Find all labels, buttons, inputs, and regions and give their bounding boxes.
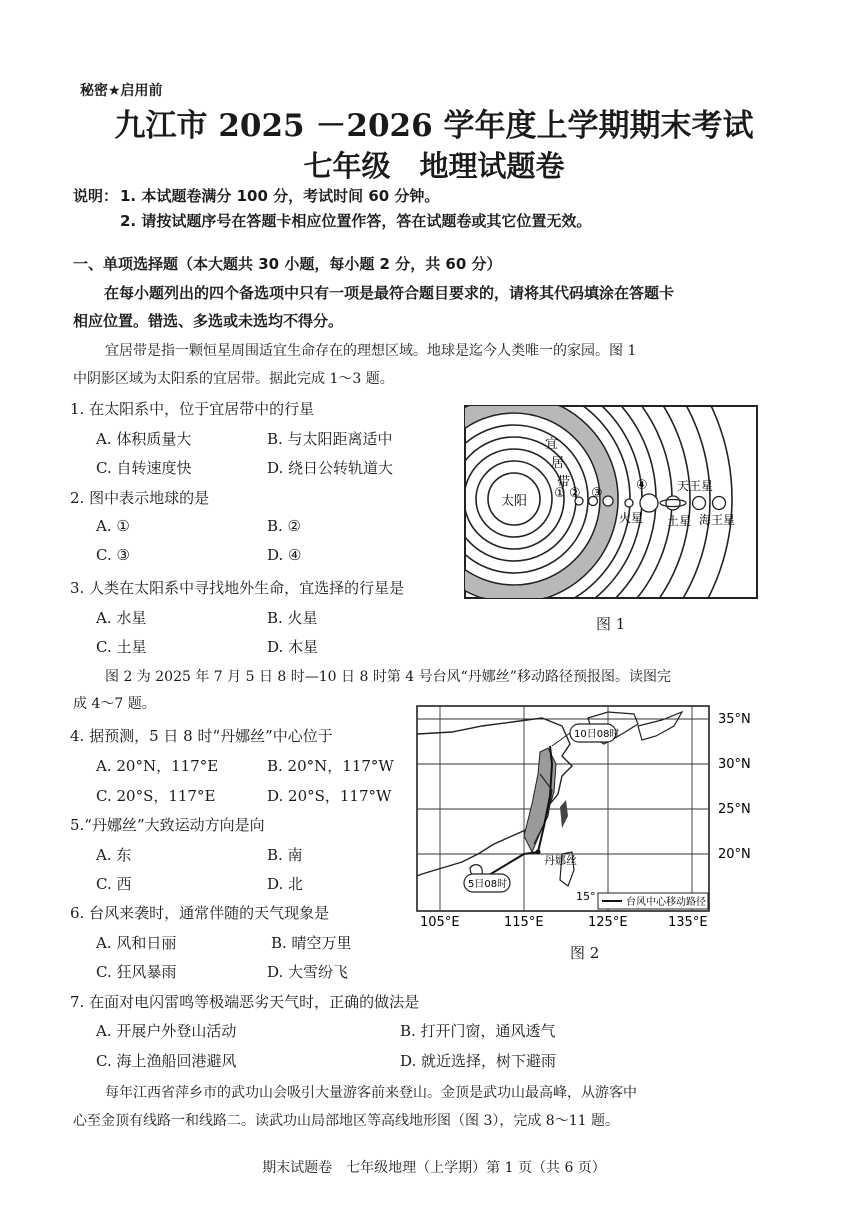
q1-option-a: A. 体积质量大 bbox=[96, 430, 192, 448]
marker-1: ① bbox=[554, 486, 566, 501]
zone-label-1: 宜 bbox=[545, 437, 559, 452]
q7-option-c: C. 海上渔船回港避风 bbox=[96, 1052, 237, 1070]
lat-20-label: 20°N bbox=[718, 847, 751, 862]
planet-neptune bbox=[713, 497, 726, 510]
planet-3 bbox=[603, 496, 613, 506]
q2-option-a: A. ① bbox=[96, 517, 130, 535]
passage3-line1: 每年江西省萍乡市的武功山会吸引大量游客前来登山。金顶是武功山最高峰，从游客中 bbox=[105, 1085, 637, 1101]
saturn-label: 土星 bbox=[667, 514, 692, 528]
figure1-caption: 图 1 bbox=[596, 615, 626, 633]
lat-30-label: 30°N bbox=[718, 757, 751, 772]
q4-option-c: C. 20°S，117°E bbox=[96, 787, 216, 805]
section-heading: 一、单项选择题（本大题共 30 小题，每小题 2 分，共 60 分） bbox=[73, 255, 502, 273]
planet-mars bbox=[625, 499, 633, 507]
marker-3: ③ bbox=[591, 486, 603, 501]
lon-135-label: 135°E bbox=[668, 915, 708, 930]
label-10-08: 10日08时 bbox=[574, 729, 620, 740]
section-description-line1: 在每小题列出的四个备选项中只有一项是最符合题目要求的，请将其代码填涂在答题卡 bbox=[104, 284, 675, 302]
lat-15-label: 15° bbox=[576, 890, 596, 903]
exam-title: 九江市 2025 －2026 学年度上学期期末考试 bbox=[114, 108, 754, 144]
lon-105-label: 105°E bbox=[420, 915, 460, 930]
q2-option-d: D. ④ bbox=[267, 546, 302, 564]
exam-subtitle: 七年级 地理试题卷 bbox=[303, 149, 565, 183]
figure2-caption: 图 2 bbox=[570, 944, 600, 962]
section-description-line2: 相应位置。错选、多选或未选均不得分。 bbox=[73, 312, 344, 330]
passage1-line2: 中阴影区域为太阳系的宜居带。据此完成 1～3 题。 bbox=[73, 371, 394, 387]
q3-option-c: C. 土星 bbox=[96, 638, 147, 656]
passage1-line1: 宜居带是指一颗恒星周围适宜生命存在的理想区域。地球是迄今人类唯一的家园。图 1 bbox=[105, 343, 637, 359]
q1-option-b: B. 与太阳距离适中 bbox=[267, 430, 393, 448]
lat-35-label: 35°N bbox=[718, 712, 751, 727]
page-footer: 期末试题卷 七年级地理（上学期）第 1 页（共 6 页） bbox=[262, 1160, 606, 1176]
neptune-label: 海王星 bbox=[699, 513, 736, 527]
q2-option-b: B. ② bbox=[267, 517, 302, 535]
mars-label: 火星 bbox=[619, 511, 644, 525]
q5-option-d: D. 北 bbox=[267, 875, 304, 893]
zone-label-3: 带 bbox=[557, 475, 571, 490]
label-5-08: 5日08时 bbox=[468, 879, 508, 890]
planet-uranus bbox=[693, 497, 706, 510]
confidential-mark: 秘密★启用前 bbox=[80, 83, 163, 99]
legend-label: 台风中心移动路径 bbox=[626, 897, 706, 908]
instruction-item-1: 1. 本试题卷满分 100 分，考试时间 60 分钟。 bbox=[120, 187, 440, 205]
marker-4: ④ bbox=[636, 478, 648, 493]
q5-option-b: B. 南 bbox=[267, 846, 303, 864]
q6-option-a: A. 风和日丽 bbox=[96, 934, 177, 952]
question-1-stem: 1. 在太阳系中，位于宜居带中的行星 bbox=[70, 400, 315, 418]
q6-option-d: D. 大雪纷飞 bbox=[267, 963, 349, 981]
q2-option-c: C. ③ bbox=[96, 546, 130, 564]
planet-jupiter bbox=[640, 494, 658, 512]
q3-option-d: D. 木星 bbox=[267, 638, 319, 656]
q3-option-a: A. 水星 bbox=[96, 609, 147, 627]
instructions-label: 说明： bbox=[73, 187, 119, 205]
lon-125-label: 125°E bbox=[588, 915, 628, 930]
zone-label-2: 居 bbox=[551, 456, 565, 471]
q4-option-a: A. 20°N，117°E bbox=[96, 757, 219, 775]
q5-option-c: C. 西 bbox=[96, 875, 132, 893]
q1-option-d: D. 绕日公转轨道大 bbox=[267, 459, 394, 477]
q6-option-b: B. 晴空万里 bbox=[271, 934, 352, 952]
typhoon-center bbox=[536, 850, 541, 855]
lon-115-label: 115°E bbox=[504, 915, 544, 930]
q7-option-b: B. 打开门窗，通风透气 bbox=[400, 1022, 556, 1040]
question-3-stem: 3. 人类在太阳系中寻找地外生命，宜选择的行星是 bbox=[70, 579, 405, 597]
q7-option-a: A. 开展户外登山活动 bbox=[96, 1022, 237, 1040]
question-5-stem: 5.“丹娜丝”大致运动方向是向 bbox=[70, 816, 265, 834]
typhoon-name-label: 丹娜丝 bbox=[544, 854, 577, 867]
passage2-line1: 图 2 为 2025 年 7 月 5 日 8 时—10 日 8 时第 4 号台风“丹娜丝”移动路径预报图。读图完 bbox=[105, 669, 671, 685]
marker-2: ② bbox=[569, 486, 581, 501]
q1-option-c: C. 自转速度快 bbox=[96, 459, 192, 477]
question-7-stem: 7. 在面对电闪雷鸣等极端恶劣天气时，正确的做法是 bbox=[70, 993, 420, 1011]
q6-option-c: C. 狂风暴雨 bbox=[96, 963, 177, 981]
question-6-stem: 6. 台风来袭时，通常伴随的天气现象是 bbox=[70, 904, 330, 922]
passage3-line2: 心至金顶有线路一和线路二。读武功山局部地区等高线地形图（图 3），完成 8～11 题。 bbox=[73, 1113, 619, 1129]
q4-option-d: D. 20°S，117°W bbox=[267, 787, 392, 805]
q5-option-a: A. 东 bbox=[96, 846, 132, 864]
sun-label: 太阳 bbox=[501, 494, 528, 509]
q4-option-b: B. 20°N，117°W bbox=[267, 757, 394, 775]
q7-option-d: D. 就近选择，树下避雨 bbox=[400, 1052, 557, 1070]
q3-option-b: B. 火星 bbox=[267, 609, 318, 627]
lat-25-label: 25°N bbox=[718, 802, 751, 817]
figure2-typhoon-map bbox=[412, 704, 774, 932]
question-2-stem: 2. 图中表示地球的是 bbox=[70, 489, 210, 507]
planet-saturn bbox=[666, 496, 680, 510]
uranus-label: 天王星 bbox=[677, 479, 714, 493]
instruction-item-2: 2. 请按试题序号在答题卡相应位置作答，答在试题卷或其它位置无效。 bbox=[120, 212, 592, 230]
passage2-line2: 成 4～7 题。 bbox=[73, 696, 156, 712]
figure1-solar-system bbox=[463, 404, 759, 600]
question-4-stem: 4. 据预测，5 日 8 时“丹娜丝”中心位于 bbox=[70, 727, 333, 745]
